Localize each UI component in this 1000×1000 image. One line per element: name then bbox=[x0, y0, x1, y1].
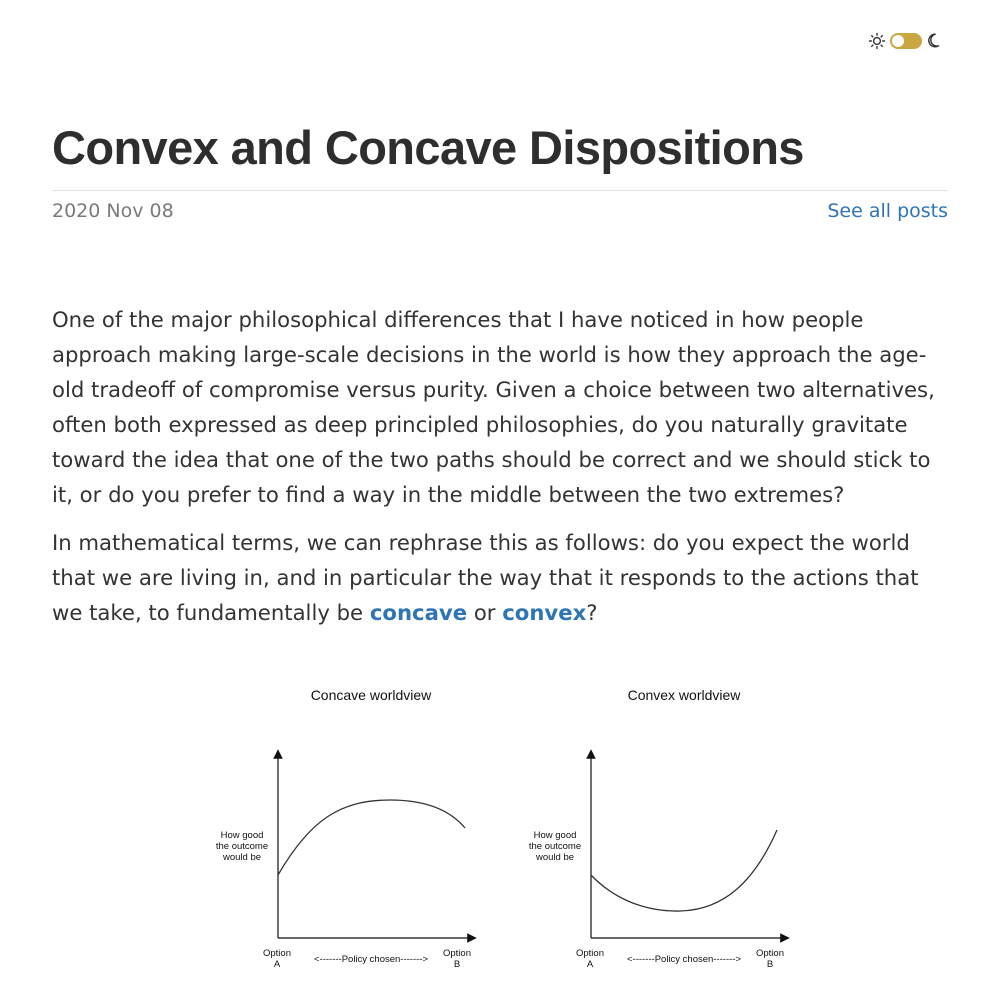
concave-curve bbox=[278, 800, 465, 875]
convex-link[interactable]: convex bbox=[502, 600, 587, 625]
concave-option-b-line-1: Option bbox=[443, 948, 471, 959]
theme-switch-knob bbox=[892, 35, 904, 47]
convex-option-a-line-2: A bbox=[586, 959, 594, 970]
paragraph-2-text-middle: or bbox=[467, 600, 503, 625]
concave-ylabel-line-2: the outcome bbox=[215, 841, 269, 852]
concave-ylabel-line-3: would be bbox=[222, 852, 262, 863]
concave-option-b-line-2: B bbox=[453, 959, 461, 970]
title-divider bbox=[52, 190, 948, 191]
concave-panel bbox=[216, 687, 472, 970]
worldview-diagram bbox=[200, 670, 800, 990]
convex-option-a-line-1: Option bbox=[576, 948, 604, 959]
concave-link[interactable]: concave bbox=[369, 600, 468, 625]
sun-icon bbox=[868, 32, 886, 50]
concave-ylabel-line-1: How good bbox=[220, 830, 264, 841]
convex-ylabel-line-1: How good bbox=[533, 830, 577, 841]
theme-toggle bbox=[868, 30, 944, 52]
paragraph-2-text-after: ? bbox=[586, 600, 598, 625]
concave-option-a-line-1: Option bbox=[263, 948, 291, 959]
paragraph-2-text-before: In mathematical terms, we can rephrase this as follows: do you expect the world that we are living in, and in particular the way that it responds to the actions that we take, to fundamentally be bbox=[52, 530, 919, 625]
moon-icon bbox=[926, 32, 944, 50]
concave-title: Concave worldview bbox=[310, 687, 432, 703]
see-all-posts-link[interactable]: See all posts bbox=[827, 200, 948, 222]
concave-xlabel: <-------Policy chosen-------> bbox=[314, 954, 428, 965]
convex-ylabel-line-3: would be bbox=[535, 852, 575, 863]
convex-ylabel-line-2: the outcome bbox=[528, 841, 582, 852]
post-date: 2020 Nov 08 bbox=[52, 200, 174, 222]
post-body bbox=[52, 302, 948, 643]
concave-option-a-line-2: A bbox=[273, 959, 281, 970]
paragraph-2 bbox=[52, 525, 948, 630]
convex-title: Convex worldview bbox=[627, 687, 741, 703]
convex-panel bbox=[529, 687, 785, 970]
worldview-figure bbox=[200, 670, 800, 990]
paragraph-1: One of the major philosophical differences that I have noticed in how people approach making large-scale decisions in the world is how they approach the age-old tradeoff of compromise versus purity. Given a choice between two alternatives, often both expressed as deep principled philosophies, do you naturally gravitate toward the idea that one of the two paths should be correct and we should stick to it, or do you prefer to find a way in the middle between the two extremes? bbox=[52, 307, 935, 507]
convex-option-b-line-2: B bbox=[766, 959, 774, 970]
theme-switch[interactable] bbox=[890, 33, 922, 49]
page-title: Convex and Concave Dispositions bbox=[52, 121, 804, 174]
convex-option-b-line-1: Option bbox=[756, 948, 784, 959]
convex-xlabel: <-------Policy chosen-------> bbox=[627, 954, 741, 965]
post-meta bbox=[52, 198, 948, 224]
convex-curve bbox=[591, 830, 777, 911]
